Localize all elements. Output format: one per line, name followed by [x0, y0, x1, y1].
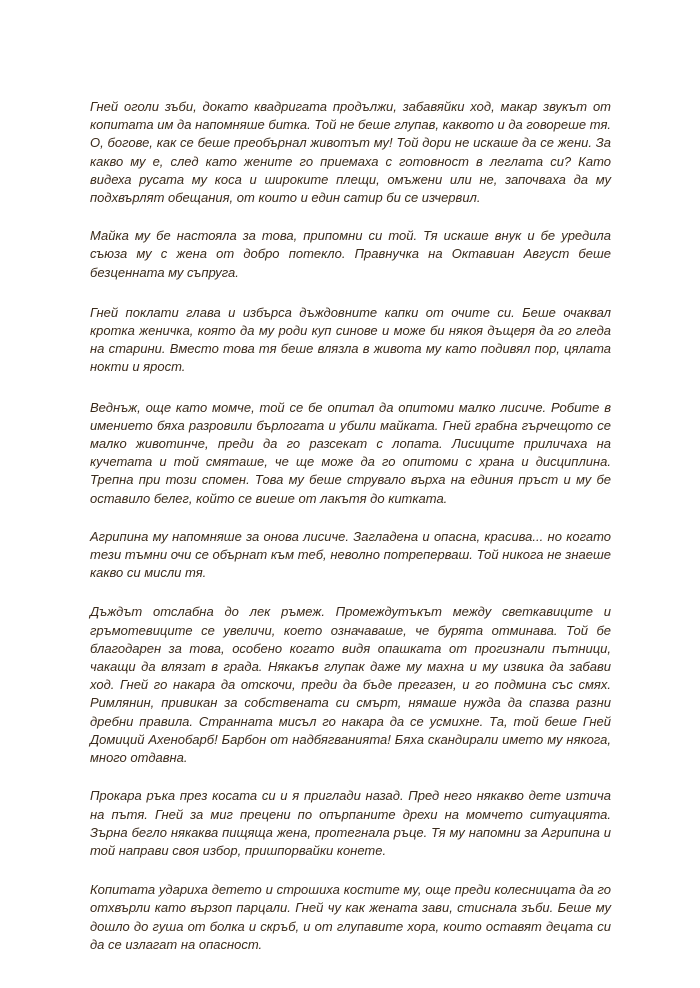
paragraph-8: Копитата удариха детето и строшиха костите му, още преди колесницата да го отхвърли като вързоп парцали. Гней чу как жената зави, стиснала зъби. Беше му дошло до гуша от болка и скръб, и от глупавите хора, които оставят децата си да се излагат на опасност. — [90, 882, 611, 952]
paragraph-5: Агрипина му напомняше за онова лисиче. Загладена и опасна, красива... но когато тези тъмни очи се обърнат към теб, неволно потреперваш. Той никога не знаеше какво си мисли тя. — [90, 528, 611, 581]
paragraph-6: Дъждът отслабна до лек ръмеж. Промеждутъкът между светкавиците и гръмотевиците се увеличи, което означаваше, че бурята отминава. Той бе благодарен за това, особено когато видя опашката от прогизнали пътници, чакащи да влязат в града. Някакъв глупак даже му махна и му извика да забави ход. Гней го накара да отскочи, преди да бъде прегазен, и го подмина със смях. Римлянин, привикан за собствената си смърт, нямаше нужда да спазва разни дребни правила. Странната мисъл го накара да се усмихне. Та, той беше Гней Домиций Ахенобарб! Барбон от надбягванията! Бяха скандирали името му някога, много отдавна. — [90, 604, 611, 766]
paragraph-2: Майка му бе настояла за това, припомни си той. Тя искаше внук и бе уредила съюза му с жена от добро потекло. Правнучка на Октавиан Август беше безценната му съпруга. — [90, 228, 611, 280]
text-column — [90, 98, 611, 974]
paragraph-3: Гней поклати глава и избърса дъждовните капки от очите си. Беше очаквал кротка женичка, която да му роди куп синове и може би някоя дъщеря да го гледа на старини. Вместо това тя беше влязла в живота му като подивял пор, цялата нокти и ярост. — [90, 304, 611, 375]
paragraph-7: Прокара ръка през косата си и я приглади назад. Пред него някакво дете изтича на пътя. Гней за миг прецени по опърпаните дрехи на момчето ситуацията. Зърна бегло някаква пищяща жена, протегнала ръце. Тя му напомни за Агрипина и той направи своя избор, пришпорвайки конете. — [90, 788, 611, 858]
paragraph-4: Веднъж, още като момче, той се бе опитал да опитоми малко лисиче. Робите в имението бяха разровили бърлогата и убили майката. Гней грабна гърчещото се малко животинче, преди да го разсекат с лопата. Лисиците приличаха на кучетата и той смяташе, че ще може да го опитоми с храна и дисциплина. Трепна при този спомен. Това му беше струвало върха на единия пръст и му бе оставило белег, който се виеше от лакътя до китката. — [90, 399, 611, 506]
paragraph-1: Гней оголи зъби, докато квадригата продължи, забавяйки ход, макар звукът от копитата им да напомняше битка. Той не беше глупав, каквото и да говореше тя. О, богове, как се беше преобърнал животът му! Той дори не искаше да се жени. За какво му е, след като жените го приемаха с готовност в леглата си? Като видеха русата му коса и широките плещи, омъжени или не, започваха да му подхвърлят обещания, от които и един сатир би се изчервил. — [90, 99, 611, 206]
